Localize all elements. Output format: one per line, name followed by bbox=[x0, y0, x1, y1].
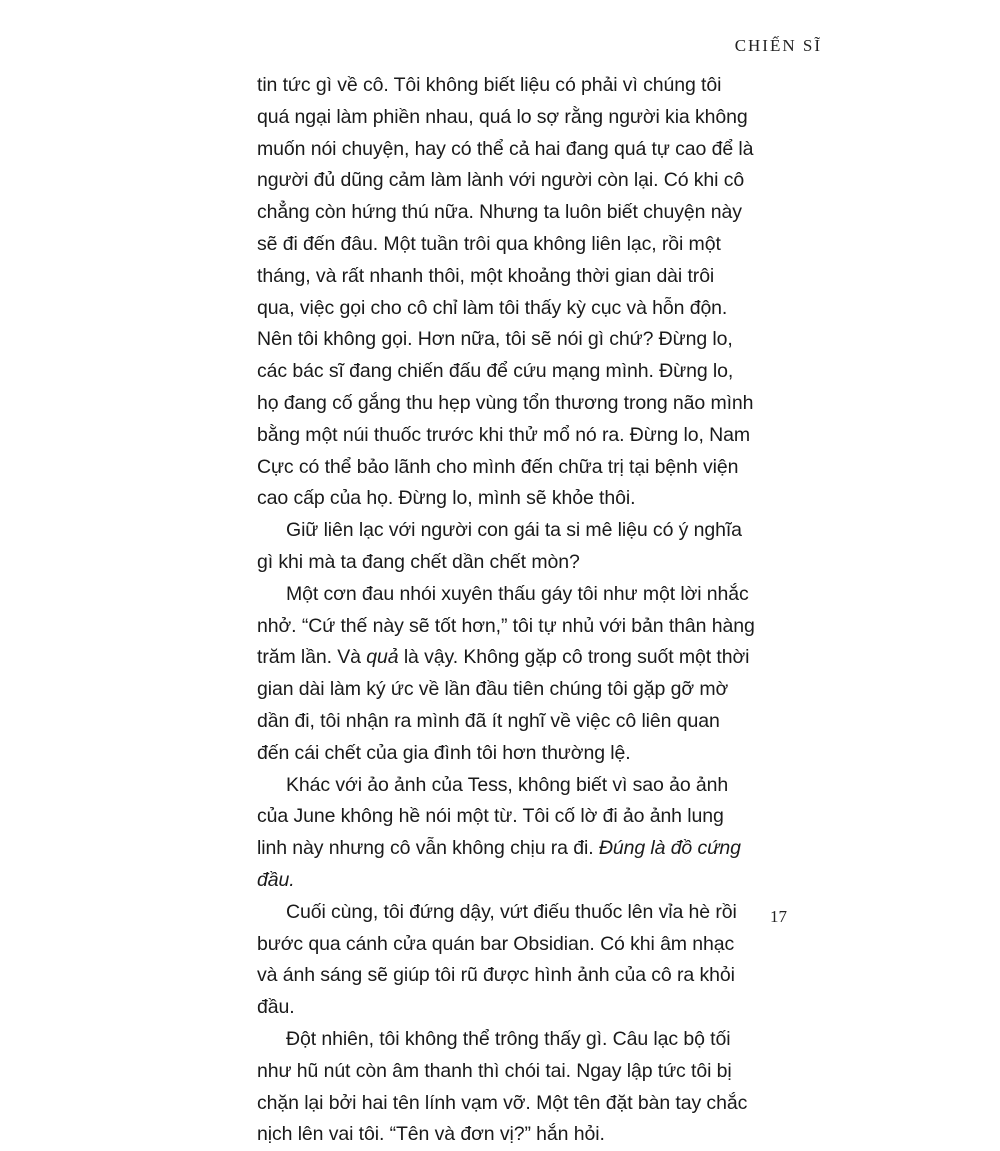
paragraph-2 bbox=[257, 515, 757, 579]
paragraph-1 bbox=[257, 70, 757, 515]
paragraph-4-text: Khác với ảo ảnh của Tess, không biết vì sao ảo ảnh của June không hề nói một từ. Tôi cố lờ đi ảo ảnh lung linh này nhưng cô vẫn không chịu ra đi. bbox=[257, 773, 729, 860]
paragraph-2-text: Giữ liên lạc với người con gái ta si mê liệu có ý nghĩa gì khi mà ta đang chết dần chết mòn? bbox=[257, 519, 742, 573]
paragraph-3-text-start: Một cơn đau nhói xuyên thấu gáy tôi như một lời nhắc nhở. “Cứ thế này sẽ tốt hơn,” tôi tự nhủ với bản thân hàng trăm lần. Và bbox=[257, 582, 755, 669]
paragraph-5 bbox=[257, 897, 757, 1024]
paragraph-6-text: Đột nhiên, tôi không thể trông thấy gì. Câu lạc bộ tối như hũ nút còn âm thanh thì chói tai. Ngay lập tức tôi bị chặn lại bởi hai tên lính vạm vỡ. Một tên đặt bàn tay chắc nịch lên vai tôi. “Tên và đơn vị?” hắn hỏi. bbox=[257, 1027, 748, 1146]
body-text bbox=[257, 70, 757, 1151]
paragraph-6 bbox=[257, 1024, 757, 1151]
paragraph-3-text-end: là vậy. Không gặp cô trong suốt một thời gian dài làm ký ức về lần đầu tiên chúng tôi gặp gỡ mờ dần đi, tôi nhận ra mình đã ít nghĩ về việc cô liên quan đến cái chết của gia đình tôi hơn thường lệ. bbox=[257, 646, 750, 764]
paragraph-4-emphasis: Đúng là đồ cứng đầu. bbox=[257, 837, 741, 891]
paragraph-3-emphasis: quả bbox=[366, 646, 399, 669]
paragraph-4 bbox=[257, 770, 757, 897]
paragraph-3 bbox=[257, 579, 757, 770]
paragraph-5-text: Cuối cùng, tôi đứng dậy, vứt điếu thuốc lên vỉa hè rồi bước qua cánh cửa quán bar Obsidian. Có khi âm nhạc và ánh sáng sẽ giúp tôi rũ được hình ảnh của cô ra khỏi đầu. bbox=[257, 900, 737, 1019]
paragraph-1-text: tin tức gì về cô. Tôi không biết liệu có phải vì chúng tôi quá ngại làm phiền nhau, quá lo sợ rằng người kia không muốn nói chuyện, hay có thể cả hai đang quá tự cao để là người đủ dũng cảm làm lành với người còn lại. Có khi cô chẳng còn hứng thú nữa. Nhưng ta luôn biết chuyện này sẽ đi đến đâu. Một tuần trôi qua không liên lạc, rồi một tháng, và rất nhanh thôi, một khoảng thời gian dài trôi qua, việc gọi cho cô chỉ làm tôi thấy kỳ cục và hỗn độn. Nên tôi không gọi. Hơn nữa, tôi sẽ nói gì chứ? Đừng lo, các bác sĩ đang chiến đấu để cứu mạng mình. Đừng lo, họ đang cố gắng thu hẹp vùng tổn thương trong não mình bằng một núi thuốc trước khi thử mổ nó ra. Đừng lo, Nam Cực có thể bảo lãnh cho mình đến chữa trị tại bệnh viện cao cấp của họ. Đừng lo, mình sẽ khỏe thôi. bbox=[257, 74, 754, 510]
running-head: CHIẾN SĨ bbox=[734, 36, 822, 55]
page-number: 17 bbox=[770, 907, 787, 926]
